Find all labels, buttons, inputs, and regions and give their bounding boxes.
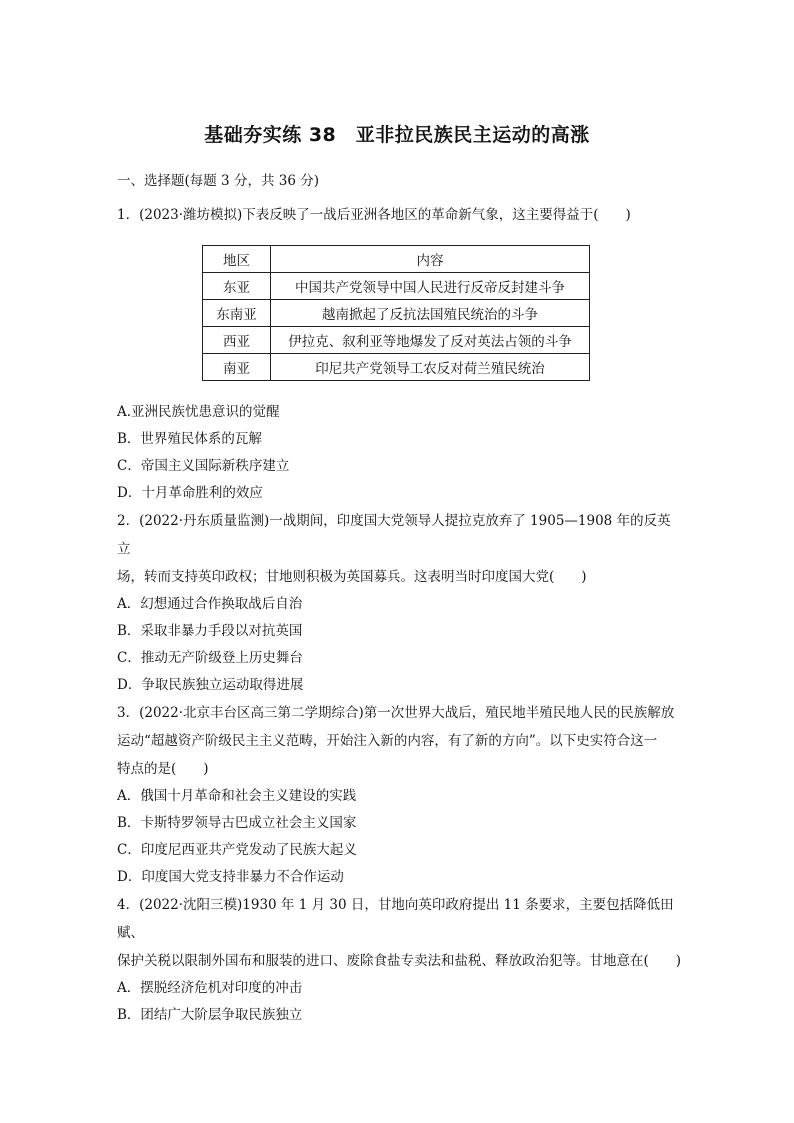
table-row [203,273,590,300]
question-stem: 保护关税以限制外国布和服装的进口、废除食盐专卖法和盐税、释放政治犯等。甘地意在( ) [117,953,682,969]
question-stem: 1．(2023·潍坊模拟)下表反映了一战后亚洲各地区的革命新气象，这主要得益于( ) [117,207,631,223]
table-row [203,300,590,327]
question-stem: 2．(2022·丹东质量监测)一战期间，印度国大党领导人提拉克放弃了 1905—1908 年的反英立 [117,513,671,557]
table-row [203,354,590,381]
table-header-row [203,246,590,273]
table-cell: 中国共产党领导中国人民进行反帝反封建斗争 [271,273,590,300]
question-4 [117,891,682,1029]
answer-option: B．团结广大阶层争取民族独立 [117,1007,303,1023]
question-stem: 特点的是( ) [117,761,209,777]
question-3 [117,699,682,891]
question-2 [117,507,682,699]
table-cell: 东南亚 [203,300,271,327]
answer-option: D．印度国大党支持非暴力不合作运动 [117,869,344,885]
table-cell: 西亚 [203,327,271,354]
answer-option: B．采取非暴力手段以对抗英国 [117,623,303,639]
document-content [117,170,682,1029]
table-cell: 伊拉克、叙利亚等地爆发了反对英法占领的斗争 [271,327,590,354]
question-stem: 运动“超越资产阶级民主主义范畴，开始注入新的内容，有了新的方向”。以下史实符合这一 [117,733,658,749]
question-1 [117,201,682,507]
answer-option: A．幻想通过合作换取战后自治 [117,596,303,612]
answer-option: A．俄国十月革命和社会主义建设的实践 [117,788,357,804]
table-cell: 印尼共产党领导工农反对荷兰殖民统治 [271,354,590,381]
answer-option: C．推动无产阶级登上历史舞台 [117,650,303,666]
answer-option: C．印度尼西亚共产党发动了民族大起义 [117,842,357,858]
answer-option: A.亚洲民族忧患意识的觉醒 [117,404,280,420]
answer-option: A．摆脱经济危机对印度的冲击 [117,980,303,996]
table-cell: 东亚 [203,273,271,300]
table-header-cell: 地区 [203,246,271,273]
answer-option: B．卡斯特罗领导古巴成立社会主义国家 [117,815,357,831]
table-cell: 越南掀起了反抗法国殖民统治的斗争 [271,300,590,327]
answer-option: D．争取民族独立运动取得进展 [117,677,304,693]
section-heading: 一、选择题(每题 3 分，共 36 分) [117,173,319,189]
table-cell: 南亚 [203,354,271,381]
answer-option: C．帝国主义国际新秩序建立 [117,458,290,474]
question-stem: 3．(2022·北京丰台区高三第二学期综合)第一次世界大战后，殖民地半殖民地人民的民族解放 [117,705,675,721]
question-stem: 场，转而支持英印政权；甘地则积极为英国募兵。这表明当时印度国大党( ) [117,569,587,585]
table-header-cell: 内容 [271,246,590,273]
data-table [202,245,590,381]
question-stem: 4．(2022·沈阳三模)1930 年 1 月 30 日，甘地向英印政府提出 11 条要求，主要包括降低田赋、 [117,897,674,941]
page-title: 基础夯实练 38 亚非拉民族民主运动的高涨 [204,124,590,146]
answer-option: D．十月革命胜利的效应 [117,485,263,501]
answer-option: B．世界殖民体系的瓦解 [117,431,262,447]
table-row [203,327,590,354]
